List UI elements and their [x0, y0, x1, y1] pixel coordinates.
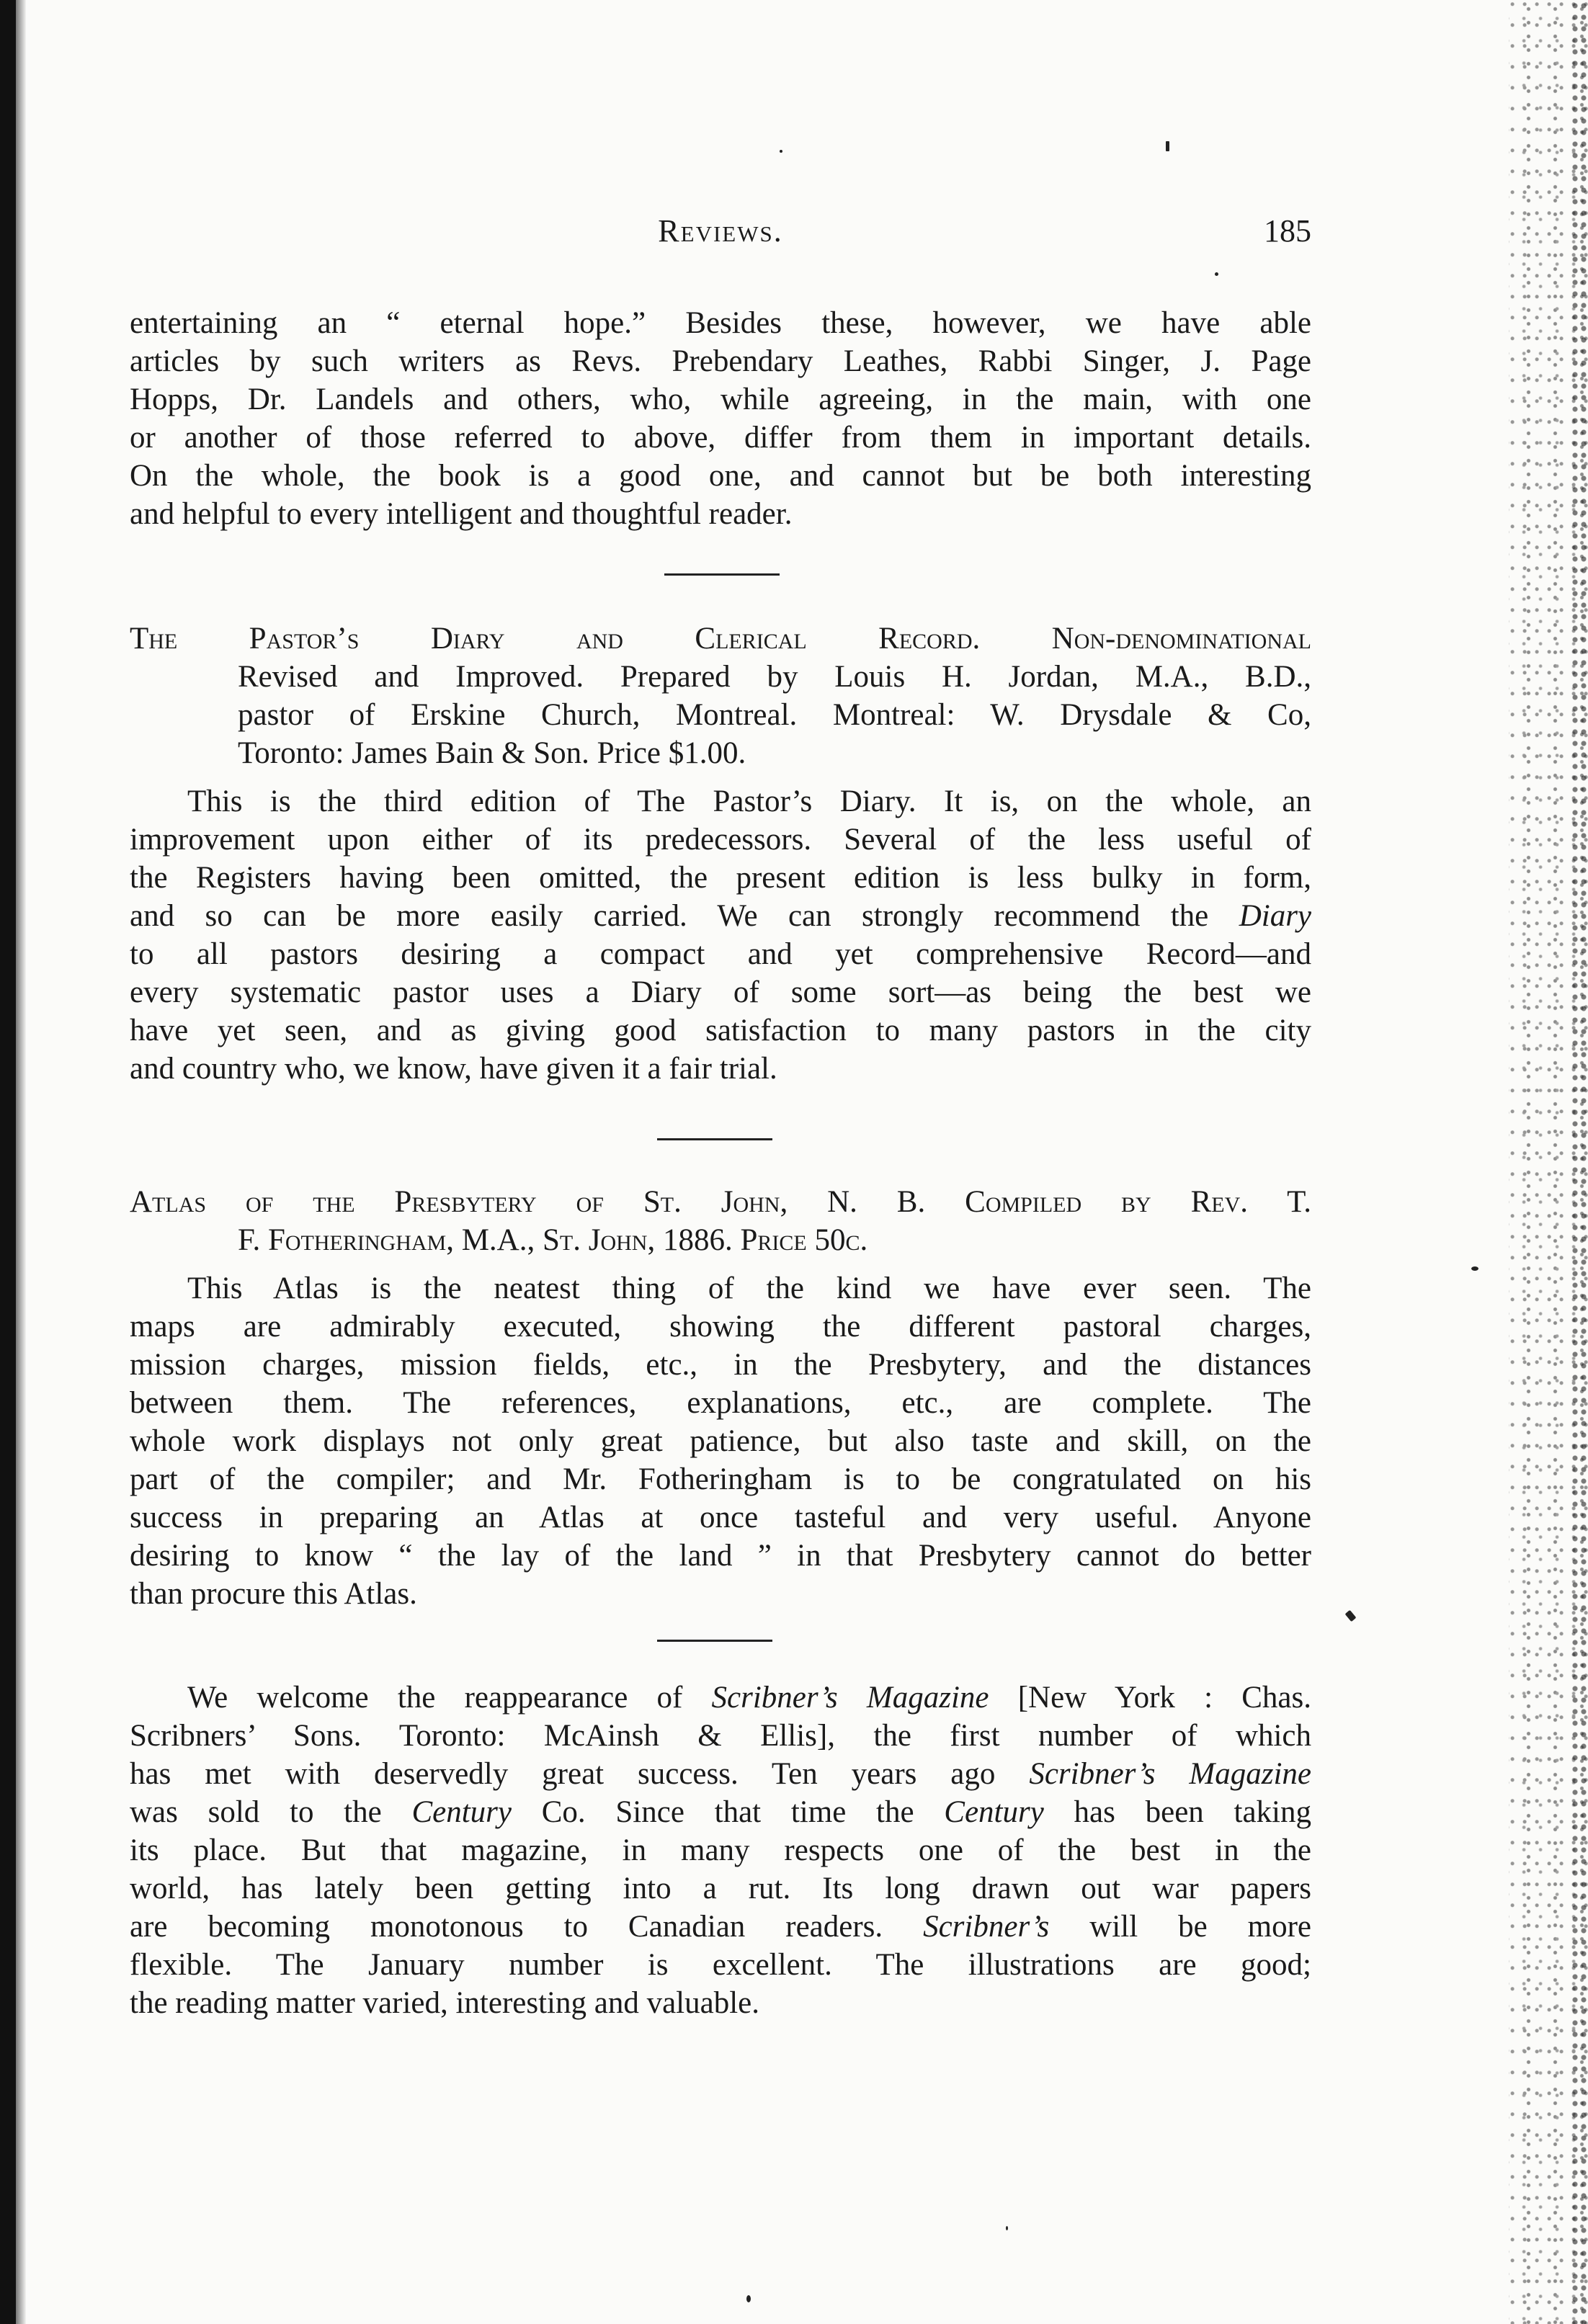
- text-fragment: will be more: [1049, 1910, 1311, 1944]
- text-fragment: has met with deservedly great success. Ten years ago: [130, 1757, 1030, 1791]
- review-pastors-diary: [130, 620, 1311, 1088]
- running-title: Reviews.: [658, 213, 783, 249]
- speck: [1166, 141, 1169, 151]
- page-edge-torn: [1571, 0, 1588, 2324]
- page-number: 185: [1264, 213, 1311, 249]
- section-divider: [657, 1640, 772, 1642]
- text-line: flexible. The January number is excellent. The illustrations are good;: [130, 1948, 1311, 1982]
- text-fragment: Co. Since that time the: [512, 1795, 945, 1829]
- text-line: whole work displays not only great patience, but also taste and skill, on the: [130, 1424, 1311, 1458]
- title-italic: Scribner’s Magazine: [1029, 1757, 1312, 1791]
- text-line: On the whole, the book is a good one, and cannot but be both interesting: [130, 459, 1311, 493]
- speck: [1006, 2226, 1008, 2230]
- text-line: [130, 897, 1311, 935]
- text-line: articles by such writers as Revs. Prebendary Leathes, Rabbi Singer, J. Page: [130, 344, 1311, 378]
- text-line: and country who, we know, have given it a fair trial.: [130, 1052, 777, 1086]
- text-line: than procure this Atlas.: [130, 1577, 417, 1611]
- text-line: desiring to know “ the lay of the land ” in that Presbytery cannot do better: [130, 1539, 1311, 1573]
- text-line: Hopps, Dr. Landels and others, who, while agreeing, in the main, with one: [130, 383, 1311, 416]
- speck: [780, 150, 782, 153]
- section-divider: [657, 1138, 772, 1140]
- text-line: between them. The references, explanations, etc., are complete. The: [130, 1386, 1311, 1420]
- text-line: [130, 1908, 1311, 1946]
- text-line: its place. But that magazine, in many respects one of the best in the: [130, 1833, 1311, 1867]
- running-head: [130, 213, 1311, 256]
- text-fragment: [New York : Chas.: [989, 1681, 1311, 1715]
- text-line: entertaining an “ eternal hope.” Besides these, however, we have able: [130, 306, 1311, 340]
- text-line: mission charges, mission fields, etc., in the Presbytery, and the distances: [130, 1348, 1311, 1382]
- review-heading-line: Revised and Improved. Prepared by Louis H. Jordan, M.A., B.D.,: [238, 660, 1311, 694]
- speck: [746, 2295, 751, 2302]
- text-line: to all pastors desiring a compact and yet comprehensive Record—and: [130, 937, 1311, 971]
- text-line: part of the compiler; and Mr. Fotheringham is to be congratulated on his: [130, 1462, 1311, 1496]
- text-line: maps are admirably executed, showing the different pastoral charges,: [130, 1310, 1311, 1344]
- section-divider: [664, 573, 780, 576]
- review-heading-line: Toronto: James Bain & Son. Price $1.00.: [238, 736, 746, 770]
- text-fragment: are becoming monotonous to Canadian readers.: [130, 1910, 924, 1944]
- text-fragment: was sold to the: [130, 1795, 412, 1829]
- text-line: Scribners’ Sons. Toronto: McAinsh & Ellis], the first number of which: [130, 1719, 1311, 1753]
- title-italic: Scribner’s Magazine: [711, 1681, 989, 1715]
- text-line: every systematic pastor uses a Diary of some sort—as being the best we: [130, 975, 1311, 1009]
- text-line: or another of those referred to above, differ from them in important details.: [130, 421, 1311, 455]
- speck: [1471, 1266, 1478, 1271]
- text-line: This Atlas is the neatest thing of the kind we have ever seen. The: [187, 1272, 1311, 1305]
- text-fragment: has been taking: [1043, 1795, 1311, 1829]
- text-line: [130, 1755, 1311, 1793]
- text-line: the reading matter varied, interesting and valuable.: [130, 1986, 759, 2020]
- speck: [1345, 1610, 1357, 1622]
- text-line: have yet seen, and as giving good satisfaction to many pastors in the city: [130, 1014, 1311, 1047]
- review-atlas: [130, 1183, 1311, 1613]
- text-line: [130, 1679, 1311, 1717]
- text-line: world, has lately been getting into a rut. Its long drawn out war papers: [130, 1872, 1311, 1905]
- title-italic: Century: [411, 1795, 512, 1829]
- binding-edge: [0, 0, 16, 2324]
- title-italic: Diary: [1239, 899, 1312, 933]
- title-italic: Scribner’s: [923, 1910, 1050, 1944]
- text-line: improvement upon either of its predecessors. Several of the less useful of: [130, 823, 1311, 857]
- review-heading-line: Atlas of the Presbytery of St. John, N. B. Compiled by Rev. T.: [130, 1185, 1311, 1219]
- continued-paragraph: [130, 304, 1311, 533]
- binding-shadow: [16, 0, 26, 2324]
- title-italic: Century: [944, 1795, 1044, 1829]
- review-heading-line: pastor of Erskine Church, Montreal. Montreal: W. Drysdale & Co,: [238, 698, 1311, 732]
- text-line: success in preparing an Atlas at once tasteful and very useful. Anyone: [130, 1501, 1311, 1534]
- review-heading-line: The Pastor’s Diary and Clerical Record. Non-denominational: [130, 622, 1311, 656]
- text-line: the Registers having been omitted, the present edition is less bulky in form,: [130, 861, 1311, 895]
- review-scribners: [130, 1679, 1311, 2022]
- review-heading-line: F. Fotheringham, M.A., St. John, 1886. Price 50c.: [238, 1223, 868, 1257]
- speck: [1215, 272, 1218, 276]
- text-line: [130, 1793, 1311, 1831]
- text-line: This is the third edition of The Pastor’s Diary. It is, on the whole, an: [187, 785, 1311, 818]
- text-fragment: We welcome the reappearance of: [187, 1681, 712, 1715]
- text-fragment: and so can be more easily carried. We can strongly recommend the: [130, 899, 1209, 933]
- text-line: and helpful to every intelligent and thoughtful reader.: [130, 497, 793, 531]
